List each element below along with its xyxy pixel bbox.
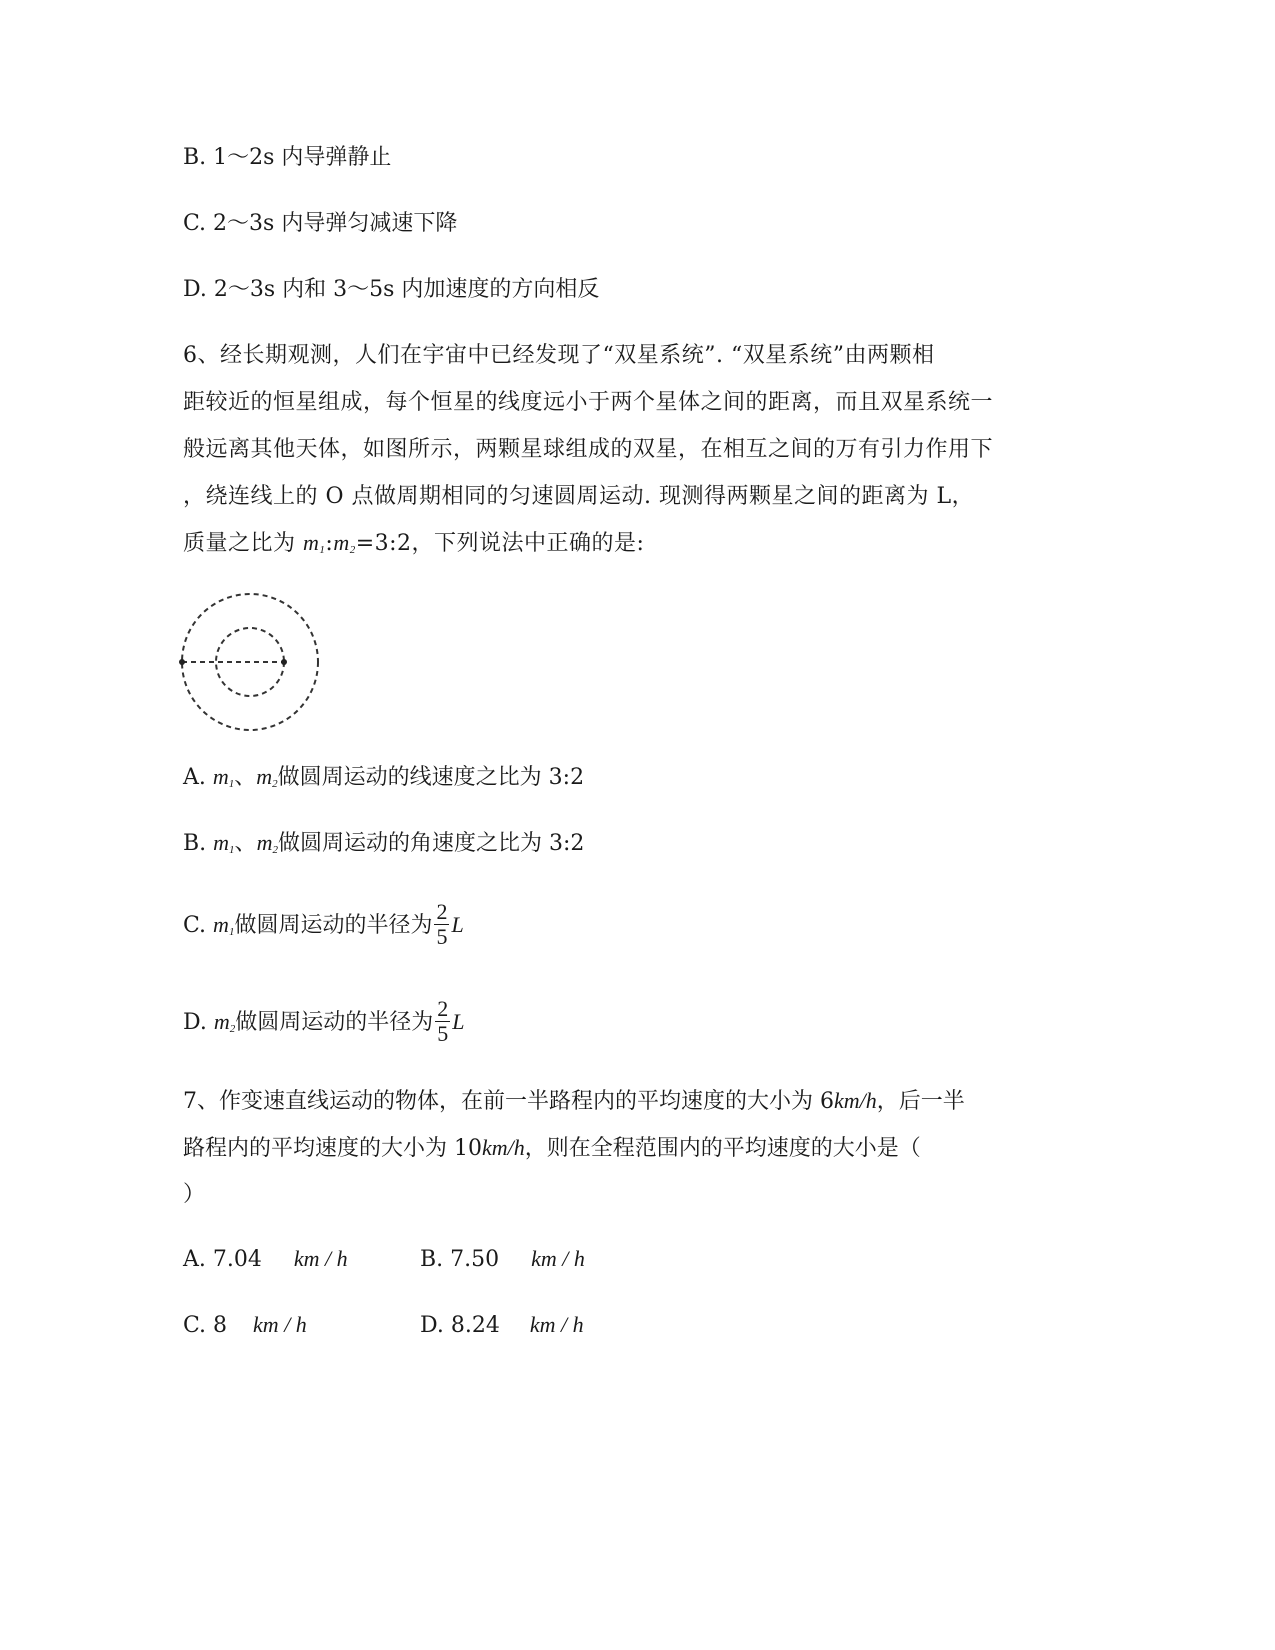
binary-star-diagram — [170, 588, 330, 738]
q6-stem-line-3: 般远离其他天体，如图所示，两颗星球组成的双星，在相互之间的万有引力作用下 — [183, 437, 994, 462]
q5-option-b: B. 1～2s 内导弹静止 — [183, 145, 392, 170]
q6-line5-suffix: =3:2，下列说法中正确的是: — [355, 531, 645, 556]
length-L: L — [451, 912, 464, 937]
ratio-colon: : — [325, 531, 334, 556]
unit-kmh: km/h — [834, 1088, 877, 1113]
m1-symbol: $m_1$ — [213, 830, 235, 856]
q5-option-d: D. 2～3s 内和 3～5s 内加速度的方向相反 — [183, 277, 600, 302]
unit-kmh: km / h — [253, 1312, 307, 1337]
star-m1 — [179, 659, 185, 665]
unit-kmh: km / h — [529, 1312, 584, 1337]
length-L: L — [452, 1009, 465, 1034]
q5-option-c: C. 2～3s 内导弹匀减速下降 — [183, 211, 458, 236]
q7-stem-line-2: 路程内的平均速度的大小为 10km/h，则在全程范围内的平均速度的大小是（ — [183, 1135, 921, 1161]
q6-option-a: A. $m_1$、$m_2$做圆周运动的线速度之比为 3:2 — [183, 764, 585, 790]
q6-stem-line-4: ，绕连线上的 O 点做周期相同的匀速圆周运动. 现测得两颗星之间的距离为 L， — [183, 484, 975, 509]
q7-stem-line-1: 7、作变速直线运动的物体，在前一半路程内的平均速度的大小为 6km/h，后一半 — [183, 1088, 965, 1114]
m2-symbol: $m_2$ — [256, 764, 278, 790]
q6-stem-line-1: 6、经长期观测，人们在宇宙中已经发现了“双星系统”. “双星系统”由两颗相 — [183, 343, 935, 368]
m1-symbol: $m_1$ — [213, 912, 235, 938]
q7-option-b: B. 7.50 km / h — [420, 1246, 585, 1272]
unit-kmh: km / h — [293, 1246, 348, 1271]
m2-symbol: $m_2$ — [213, 1009, 236, 1035]
q6-option-c: C. $m_1$做圆周运动的半径为 $\frac{2}{5}$ L — [183, 898, 464, 949]
m1-symbol: $m_1$ — [303, 530, 326, 556]
q6-option-b: B. $m_1$、$m_2$做圆周运动的角速度之比为 3:2 — [183, 830, 585, 856]
star-m2 — [281, 659, 287, 665]
unit-kmh: km / h — [531, 1246, 585, 1271]
q7-stem-line-3: ） — [183, 1182, 206, 1207]
q6-stem-line-2: 距较近的恒星组成，每个恒星的线度远小于两个星体之间的距离，而且双星系统一 — [183, 390, 994, 415]
m2-symbol: $m_2$ — [256, 830, 278, 856]
q7-option-a: A. 7.04 km / h — [183, 1246, 348, 1272]
q7-option-d: D. 8.24 km / h — [420, 1312, 584, 1338]
unit-kmh: km/h — [482, 1135, 525, 1160]
fraction-2-5: $\frac{2}{5}$ — [437, 995, 449, 1046]
q6-line5-prefix: 质量之比为 — [183, 531, 303, 556]
m2-symbol: $m_2$ — [333, 530, 356, 556]
q6-option-d: D. $m_2$做圆周运动的半径为 $\frac{2}{5}$ L — [183, 995, 465, 1046]
m1-symbol: $m_1$ — [212, 764, 235, 790]
q6-stem-line-5 — [183, 528, 644, 565]
q7-option-c: C. 8 km / h — [183, 1312, 307, 1338]
fraction-2-5: $\frac{2}{5}$ — [436, 898, 448, 949]
